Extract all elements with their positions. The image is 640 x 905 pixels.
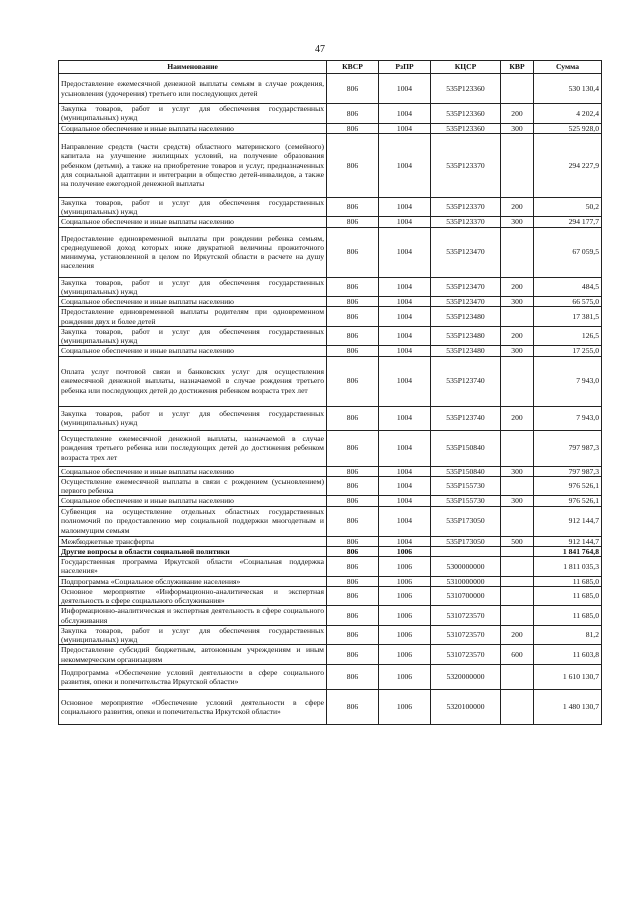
cell-name: Подпрограмма «Социальное обслуживание населения» — [59, 576, 327, 586]
cell-name: Осуществление ежемесячной выплаты в связи с рождением (усыновлением) первого ребенка — [59, 476, 327, 496]
table-row — [59, 645, 602, 665]
cell-kvr — [501, 586, 534, 606]
cell-name: Социальное обеспечение и иные выплаты населению — [59, 496, 327, 506]
cell-kcsr: 535Р123480 — [431, 326, 501, 346]
cell-kvsr: 806 — [327, 217, 379, 227]
cell-kvr — [501, 576, 534, 586]
cell-sum: 530 130,4 — [534, 74, 602, 104]
cell-kvr — [501, 557, 534, 577]
table-row — [59, 123, 602, 133]
cell-sum: 797 987,3 — [534, 466, 602, 476]
cell-kvr: 200 — [501, 197, 534, 217]
cell-rzpr: 1004 — [379, 197, 431, 217]
cell-kvr: 500 — [501, 536, 534, 546]
cell-sum: 484,5 — [534, 277, 602, 297]
cell-sum: 17 255,0 — [534, 346, 602, 356]
cell-kcsr: 5320100000 — [431, 689, 501, 724]
page-number: 47 — [315, 44, 325, 55]
cell-kcsr: 535Р150840 — [431, 430, 501, 466]
cell-name: Государственная программа Иркутской области «Социальная поддержка населения» — [59, 557, 327, 577]
table-row — [59, 406, 602, 430]
header-kvr: КВР — [501, 61, 534, 74]
cell-name: Предоставление субсидий бюджетным, автономным учреждениям и иным некоммерческим организациям — [59, 645, 327, 665]
cell-kvr — [501, 133, 534, 197]
cell-name: Закупка товаров, работ и услуг для обеспечения государственных (муниципальных) нужд — [59, 104, 327, 124]
cell-rzpr: 1006 — [379, 586, 431, 606]
cell-sum: 7 943,0 — [534, 356, 602, 406]
cell-kcsr: 535Р123470 — [431, 277, 501, 297]
cell-rzpr: 1004 — [379, 476, 431, 496]
table-row — [59, 625, 602, 645]
cell-kvsr: 806 — [327, 346, 379, 356]
cell-kcsr: 535Р173050 — [431, 506, 501, 536]
cell-kcsr: 535Р123370 — [431, 217, 501, 227]
cell-rzpr: 1006 — [379, 557, 431, 577]
cell-kvr: 300 — [501, 297, 534, 307]
cell-name: Закупка товаров, работ и услуг для обеспечения государственных (муниципальных) нужд — [59, 197, 327, 217]
cell-kcsr: 535Р123470 — [431, 297, 501, 307]
cell-kvr: 300 — [501, 217, 534, 227]
cell-name: Закупка товаров, работ и услуг для обеспечения государственных (муниципальных) нужд — [59, 326, 327, 346]
cell-kcsr: 535Р123740 — [431, 356, 501, 406]
cell-name: Направление средств (части средств) областного материнского (семейного) капитала на улучшение жилищных условий, на получение образования ребенком (детьми), а также на приобретение товаров и услуг, предназначенных для социальной адаптации и интеграции в общество детей-инвалидов, а также на получение ежегодной денежной выплаты — [59, 133, 327, 197]
cell-rzpr: 1006 — [379, 576, 431, 586]
cell-kvsr: 806 — [327, 326, 379, 346]
cell-kcsr: 535Р123360 — [431, 104, 501, 124]
cell-name: Оплата услуг почтовой связи и банковских услуг для осуществления ежемесячной денежной выплаты, назначаемой в случае рождения третьего ребенка или последующих детей до достижения ребенком возраста трех лет — [59, 356, 327, 406]
cell-rzpr: 1004 — [379, 123, 431, 133]
cell-kvsr: 806 — [327, 133, 379, 197]
cell-sum: 11 603,8 — [534, 645, 602, 665]
cell-kvsr: 806 — [327, 576, 379, 586]
cell-kvr — [501, 356, 534, 406]
cell-kvsr: 806 — [327, 406, 379, 430]
header-kvsr: КВСР — [327, 61, 379, 74]
cell-rzpr: 1006 — [379, 546, 431, 556]
budget-table — [58, 60, 602, 725]
cell-kvsr: 806 — [327, 227, 379, 277]
cell-sum: 11 685,0 — [534, 576, 602, 586]
cell-kvsr: 806 — [327, 74, 379, 104]
cell-kcsr: 5310000000 — [431, 576, 501, 586]
cell-sum: 1 610 130,7 — [534, 664, 602, 689]
cell-kvsr: 806 — [327, 557, 379, 577]
cell-kvsr: 806 — [327, 466, 379, 476]
cell-rzpr: 1006 — [379, 664, 431, 689]
cell-kvr: 200 — [501, 277, 534, 297]
table-row — [59, 466, 602, 476]
cell-rzpr: 1006 — [379, 645, 431, 665]
cell-kcsr: 535Р123370 — [431, 197, 501, 217]
cell-sum: 1 841 764,8 — [534, 546, 602, 556]
table-row — [59, 297, 602, 307]
cell-rzpr: 1004 — [379, 104, 431, 124]
cell-kvr: 300 — [501, 496, 534, 506]
cell-kcsr: 535Р150840 — [431, 466, 501, 476]
cell-kvr: 300 — [501, 346, 534, 356]
cell-kvsr: 806 — [327, 496, 379, 506]
cell-sum: 1 811 035,3 — [534, 557, 602, 577]
cell-rzpr: 1004 — [379, 466, 431, 476]
header-kcsr: КЦСР — [431, 61, 501, 74]
cell-sum: 976 526,1 — [534, 496, 602, 506]
table-row — [59, 307, 602, 327]
table-row — [59, 346, 602, 356]
cell-kvsr: 806 — [327, 356, 379, 406]
cell-rzpr: 1004 — [379, 297, 431, 307]
cell-rzpr: 1006 — [379, 625, 431, 645]
cell-rzpr: 1004 — [379, 326, 431, 346]
cell-kvsr: 806 — [327, 297, 379, 307]
cell-kvr — [501, 664, 534, 689]
table-row — [59, 664, 602, 689]
cell-kvr: 300 — [501, 466, 534, 476]
cell-kvr: 200 — [501, 406, 534, 430]
table-row — [59, 277, 602, 297]
cell-kvsr: 806 — [327, 307, 379, 327]
cell-sum: 81,2 — [534, 625, 602, 645]
cell-rzpr: 1004 — [379, 74, 431, 104]
cell-kcsr: 5320000000 — [431, 664, 501, 689]
cell-name: Социальное обеспечение и иные выплаты населению — [59, 123, 327, 133]
cell-kcsr: 535Р155730 — [431, 476, 501, 496]
cell-kvsr: 806 — [327, 536, 379, 546]
table-row — [59, 506, 602, 536]
cell-sum: 126,5 — [534, 326, 602, 346]
cell-rzpr: 1004 — [379, 430, 431, 466]
cell-sum: 294 177,7 — [534, 217, 602, 227]
cell-kvsr: 806 — [327, 586, 379, 606]
cell-kvsr: 806 — [327, 689, 379, 724]
table-row — [59, 606, 602, 626]
cell-rzpr: 1004 — [379, 406, 431, 430]
cell-rzpr: 1006 — [379, 689, 431, 724]
cell-rzpr: 1004 — [379, 356, 431, 406]
header-rzpr: РзПР — [379, 61, 431, 74]
cell-sum: 797 987,3 — [534, 430, 602, 466]
cell-kcsr: 535Р123740 — [431, 406, 501, 430]
cell-name: Социальное обеспечение и иные выплаты населению — [59, 346, 327, 356]
cell-name: Межбюджетные трансферты — [59, 536, 327, 546]
table-row — [59, 430, 602, 466]
table-body — [59, 74, 602, 725]
cell-kcsr: 535Р173050 — [431, 536, 501, 546]
cell-kvr — [501, 307, 534, 327]
table-header-row — [59, 61, 602, 74]
cell-kvr — [501, 227, 534, 277]
cell-rzpr: 1004 — [379, 277, 431, 297]
cell-kcsr: 5310723570 — [431, 606, 501, 626]
cell-name: Другие вопросы в области социальной политики — [59, 546, 327, 556]
table-row — [59, 689, 602, 724]
cell-kcsr: 535Р123360 — [431, 123, 501, 133]
cell-kvsr: 806 — [327, 277, 379, 297]
cell-kvr — [501, 689, 534, 724]
table-row — [59, 326, 602, 346]
cell-name: Осуществление ежемесячной денежной выплаты, назначаемой в случае рождения третьего ребенка или последующих детей до достижения ребенком возраста трех лет — [59, 430, 327, 466]
cell-kvr — [501, 506, 534, 536]
cell-name: Предоставление ежемесячной денежной выплаты семьям в случае рождения, усыновления (удочерения) третьего или последующих детей — [59, 74, 327, 104]
cell-sum: 4 202,4 — [534, 104, 602, 124]
cell-sum: 11 685,0 — [534, 606, 602, 626]
cell-rzpr: 1006 — [379, 606, 431, 626]
table-row — [59, 227, 602, 277]
header-name: Наименование — [59, 61, 327, 74]
cell-rzpr: 1004 — [379, 227, 431, 277]
cell-kcsr: 535Р123480 — [431, 346, 501, 356]
cell-sum: 1 480 130,7 — [534, 689, 602, 724]
cell-rzpr: 1004 — [379, 346, 431, 356]
cell-name: Предоставление единовременной выплаты при рождении ребенка семьям, среднедушевой доход которых ниже двукратной величины прожиточного минимума, установленной в целом по Иркутской области в расчете на душу населения — [59, 227, 327, 277]
table-row — [59, 496, 602, 506]
cell-kvsr: 806 — [327, 476, 379, 496]
cell-kvr: 200 — [501, 104, 534, 124]
cell-rzpr: 1004 — [379, 506, 431, 536]
table-row — [59, 104, 602, 124]
table-row — [59, 356, 602, 406]
cell-kcsr: 5310723570 — [431, 645, 501, 665]
cell-kvsr: 806 — [327, 123, 379, 133]
cell-kcsr: 535Р155730 — [431, 496, 501, 506]
cell-rzpr: 1004 — [379, 217, 431, 227]
cell-kcsr: 5310700000 — [431, 586, 501, 606]
cell-rzpr: 1004 — [379, 496, 431, 506]
cell-kvsr: 806 — [327, 104, 379, 124]
cell-kvr — [501, 476, 534, 496]
cell-name: Предоставление единовременной выплаты родителям при одновременном рождении двух и более детей — [59, 307, 327, 327]
cell-kcsr: 535Р123480 — [431, 307, 501, 327]
cell-name: Закупка товаров, работ и услуг для обеспечения государственных (муниципальных) нужд — [59, 277, 327, 297]
cell-sum: 976 526,1 — [534, 476, 602, 496]
cell-kvsr: 806 — [327, 197, 379, 217]
cell-name: Социальное обеспечение и иные выплаты населению — [59, 217, 327, 227]
cell-name: Основное мероприятие «Информационно-аналитическая и экспертная деятельность в сфере социального обслуживания» — [59, 586, 327, 606]
cell-sum: 66 575,0 — [534, 297, 602, 307]
cell-kvr — [501, 546, 534, 556]
cell-sum: 11 685,0 — [534, 586, 602, 606]
cell-name: Субвенция на осуществление отдельных областных государственных полномочий по предоставлению мер социальной поддержки многодетным и малоимущим семьям — [59, 506, 327, 536]
cell-name: Основное мероприятие «Обеспечение условий деятельности в сфере социального развития, опеки и попечительства Иркутской области» — [59, 689, 327, 724]
cell-name: Закупка товаров, работ и услуг для обеспечения государственных (муниципальных) нужд — [59, 406, 327, 430]
cell-kcsr: 5300000000 — [431, 557, 501, 577]
cell-kvr: 200 — [501, 326, 534, 346]
cell-kvr — [501, 430, 534, 466]
cell-sum: 7 943,0 — [534, 406, 602, 430]
cell-sum: 912 144,7 — [534, 506, 602, 536]
cell-rzpr: 1004 — [379, 307, 431, 327]
cell-kcsr: 5310723570 — [431, 625, 501, 645]
cell-rzpr: 1004 — [379, 133, 431, 197]
cell-kcsr — [431, 546, 501, 556]
cell-kvsr: 806 — [327, 664, 379, 689]
header-sum: Сумма — [534, 61, 602, 74]
cell-kvr: 300 — [501, 123, 534, 133]
cell-sum: 17 381,5 — [534, 307, 602, 327]
cell-kcsr: 535Р123470 — [431, 227, 501, 277]
cell-name: Информационно-аналитическая и экспертная деятельность в сфере социального обслуживания — [59, 606, 327, 626]
cell-sum: 50,2 — [534, 197, 602, 217]
cell-kvsr: 806 — [327, 645, 379, 665]
table-row — [59, 133, 602, 197]
cell-kvr — [501, 74, 534, 104]
cell-kvr: 600 — [501, 645, 534, 665]
cell-name: Подпрограмма «Обеспечение условий деятельности в сфере социального развития, опеки и попечительства Иркутской области» — [59, 664, 327, 689]
cell-kvr: 200 — [501, 625, 534, 645]
table-row — [59, 576, 602, 586]
table-row — [59, 536, 602, 546]
cell-name: Социальное обеспечение и иные выплаты населению — [59, 297, 327, 307]
cell-kcsr: 535Р123360 — [431, 74, 501, 104]
cell-kvsr: 806 — [327, 430, 379, 466]
cell-rzpr: 1004 — [379, 536, 431, 546]
cell-sum: 67 059,5 — [534, 227, 602, 277]
cell-name: Социальное обеспечение и иные выплаты населению — [59, 466, 327, 476]
cell-kvr — [501, 606, 534, 626]
cell-sum: 294 227,9 — [534, 133, 602, 197]
table-row — [59, 197, 602, 217]
cell-kvsr: 806 — [327, 625, 379, 645]
cell-kcsr: 535Р123370 — [431, 133, 501, 197]
table-row — [59, 217, 602, 227]
cell-kvsr: 806 — [327, 606, 379, 626]
table-row — [59, 74, 602, 104]
table-row — [59, 557, 602, 577]
cell-kvsr: 806 — [327, 506, 379, 536]
cell-sum: 525 928,0 — [534, 123, 602, 133]
cell-name: Закупка товаров, работ и услуг для обеспечения государственных (муниципальных) нужд — [59, 625, 327, 645]
table-row — [59, 546, 602, 556]
table-row — [59, 586, 602, 606]
table-row — [59, 476, 602, 496]
cell-kvsr: 806 — [327, 546, 379, 556]
cell-sum: 912 144,7 — [534, 536, 602, 546]
